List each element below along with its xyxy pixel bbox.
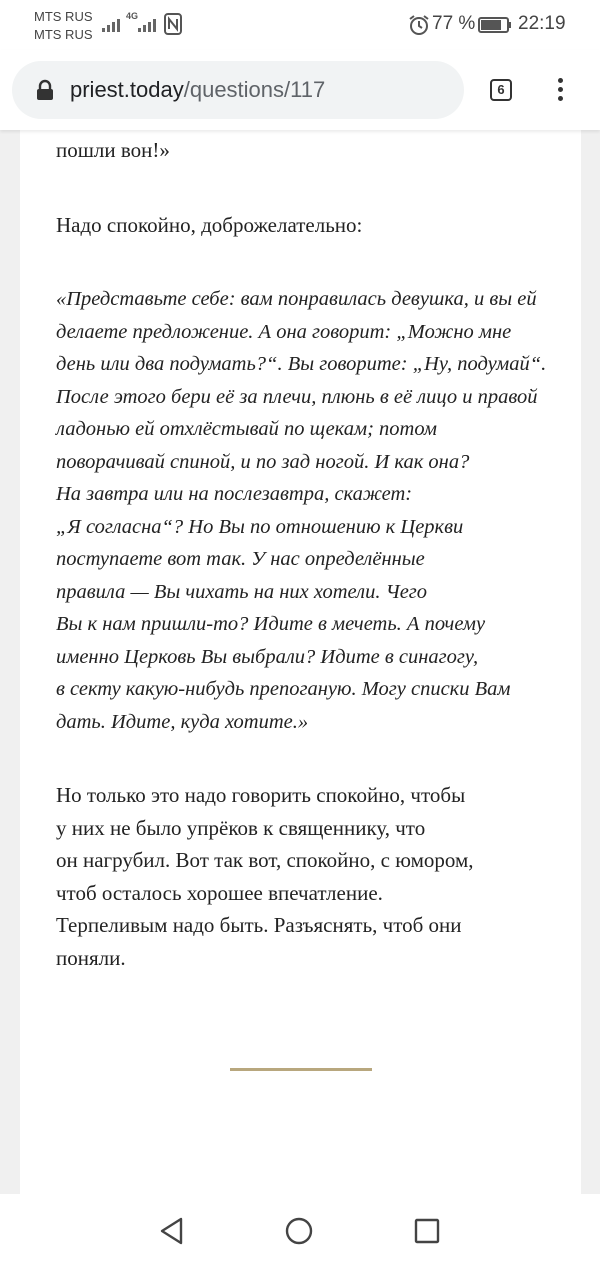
back-icon[interactable]	[157, 1216, 187, 1246]
carrier-info	[34, 8, 93, 44]
signal-icon-2	[138, 14, 156, 32]
status-bar	[0, 0, 600, 50]
battery-icon	[478, 17, 512, 33]
final-line: чтоб осталось хорошее впечатление.	[56, 880, 383, 905]
quote-line: поступаете вот так. У нас определённые	[56, 548, 425, 570]
more-vert-icon[interactable]	[548, 76, 572, 104]
final-line: он нагрубил. Вот так вот, спокойно, с юмором,	[56, 848, 474, 872]
tab-switcher-button[interactable]: 6	[490, 79, 512, 101]
quote-line: правила — Вы чихать на них хотели. Чего	[56, 580, 428, 603]
quote-line: ладонью ей отхлёстывай по щекам; потом	[56, 418, 437, 440]
recents-icon[interactable]	[412, 1216, 442, 1246]
article-body	[56, 130, 556, 974]
final-line: Терпеливым надо быть. Разъяснять, чтоб они	[56, 913, 462, 937]
paragraph-final	[56, 779, 556, 974]
alarm-icon	[408, 14, 430, 36]
browser-toolbar	[0, 50, 600, 130]
section-divider	[230, 1068, 372, 1071]
network-type: 4G	[126, 11, 139, 21]
quote-line: На завтра или на послезавтра, скажет:	[56, 483, 413, 505]
quote-line: Вы к нам пришли-то? Идите в мечеть. А почему	[56, 613, 486, 635]
quote-block	[56, 283, 556, 738]
url-bar[interactable]	[12, 61, 464, 119]
url-text[interactable]	[70, 77, 325, 103]
final-line: поняли.	[56, 945, 126, 970]
signal-icon	[102, 14, 120, 32]
carrier-1: MTS RUS	[34, 9, 93, 24]
quote-line: поворачивай спиной, и по зад ногой. И как она?	[56, 450, 470, 473]
quote-line: именно Церковь Вы выбрали? Идите в синагогу,	[56, 645, 479, 668]
quote-line: После этого бери её за плечи, плюнь в её лицо и правой	[56, 385, 538, 408]
quote-line: «Представьте себе: вам понравилась девушка, и вы ей	[56, 288, 537, 310]
battery-percent: 77 %	[432, 13, 476, 34]
paragraph-calm: Надо спокойно, доброжелательно:	[56, 212, 363, 237]
lock-icon[interactable]	[36, 79, 54, 101]
quote-line: дать. Идите, куда хотите.»	[56, 710, 309, 733]
paragraph-top: пошли вон!»	[56, 138, 170, 162]
final-line: Но только это надо говорить спокойно, чтобы	[56, 783, 466, 807]
final-line: у них не было упрёков к священнику, что	[56, 815, 426, 840]
quote-line: делаете предложение. А она говорит: „Можно мне	[56, 320, 512, 343]
url-domain: priest.today	[70, 77, 184, 102]
quote-line: „Я согласна“? Но Вы по отношению к Церкви	[56, 515, 464, 538]
nfc-icon	[164, 13, 182, 35]
quote-line: в секту какую-нибудь препоганую. Могу списки Вам	[56, 678, 511, 700]
url-path: /questions/117	[183, 77, 326, 102]
home-icon[interactable]	[284, 1216, 314, 1246]
quote-line: день или два подумать?“. Вы говорите: „Ну, подумай“.	[56, 353, 547, 375]
carrier-2: MTS RUS	[34, 27, 93, 42]
system-navbar	[0, 1194, 600, 1266]
clock: 22:19	[518, 13, 566, 34]
